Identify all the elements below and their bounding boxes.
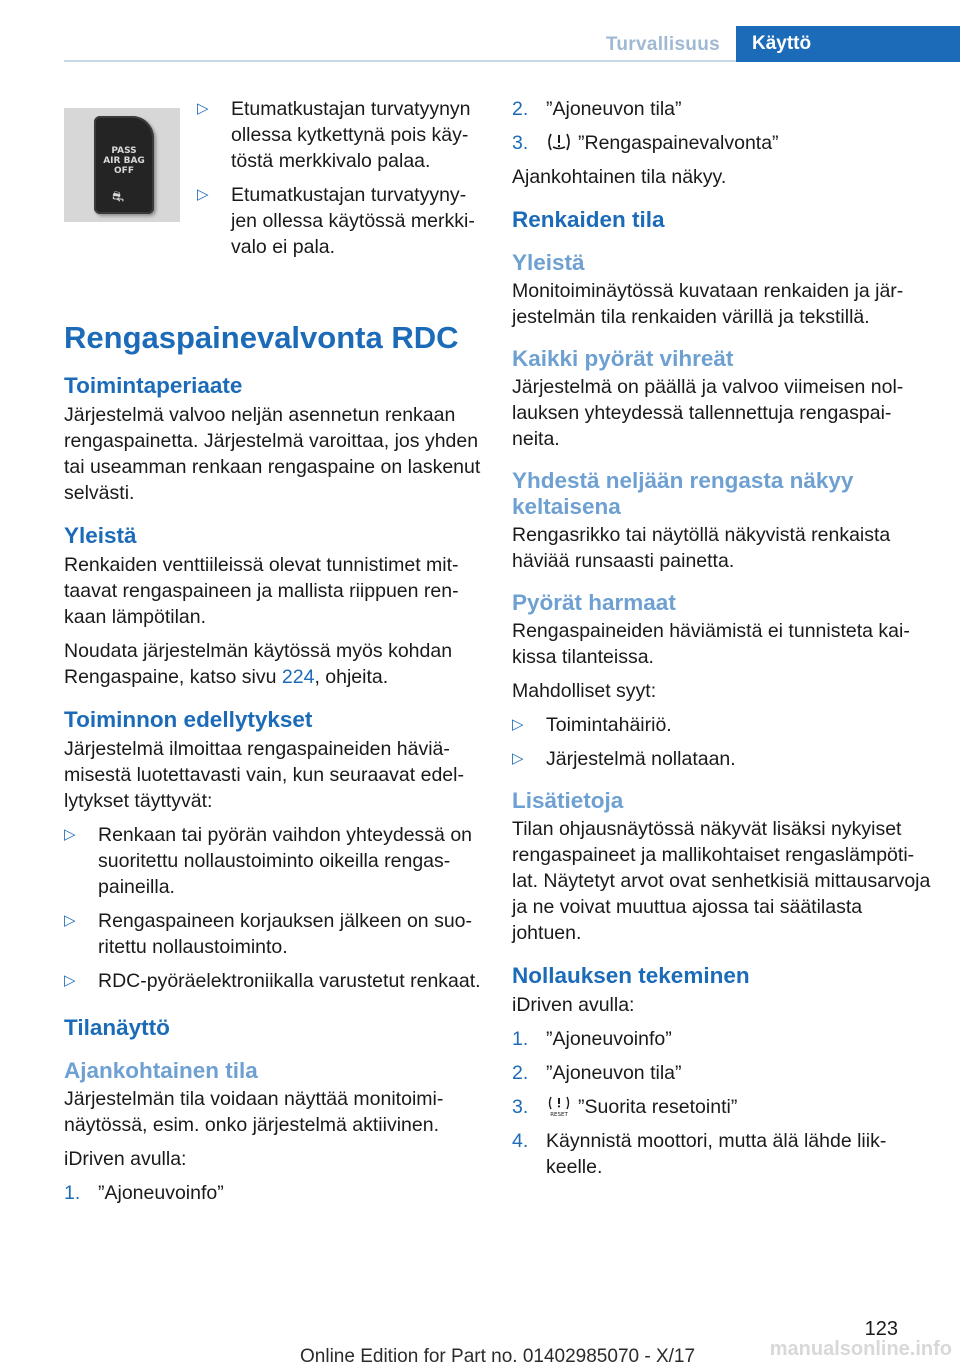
paragraph: iDriven avulla:: [64, 1148, 187, 1170]
list-item: ▷ Etumatkustajan turvatyynyn ollessa kytkettynä pois käytöstä merkkivalo palaa.: [197, 98, 471, 172]
seated-passenger-icon: ⛐: [112, 189, 125, 205]
list-item: ▷ Etumatkustajan turvatyynyjen ollessa käytössä merkkivalo ei pala.: [197, 184, 475, 258]
airbag-switch-button: [94, 116, 154, 214]
section-heading-nollaus: Nollauksen tekeminen: [512, 963, 750, 988]
paragraph: Järjestelmän tila voidaan näyttää monitoiminäytössä, esim. onko järjestelmä aktiivinen.: [64, 1088, 444, 1136]
airbag-switch-block: [64, 96, 484, 296]
paragraph: Ajankohtainen tila näkyy.: [512, 166, 727, 188]
triangle-bullet-icon: ▷: [197, 100, 209, 117]
paragraph: Rengaspaineiden häviämistä ei tunnisteta kaikissa tilanteissa.: [512, 620, 910, 668]
list-item: ▷ RDC-pyöräelektroniikalla varustetut renkaat.: [64, 970, 481, 992]
paragraph: Järjestelmä ilmoittaa rengaspaineiden häviämisestä luotettavasti vain, kun seuraavat edellytykset täyttyvät:: [64, 738, 464, 812]
subheading-yleista: Yleistä: [512, 250, 585, 275]
triangle-bullet-icon: ▷: [64, 912, 76, 929]
list-item: ▷ Toimintahäiriö.: [512, 714, 672, 736]
list-item: 3. RESET ”Suorita resetointi”: [512, 1096, 738, 1118]
paragraph: Noudata järjestelmän käytössä myös kohdan Rengaspaine, katso sivu 224, ohjeita.: [64, 640, 453, 688]
list-item: ▷ Rengaspaineen korjauksen jälkeen on suoritettu nollaustoiminto.: [64, 910, 473, 958]
footer-edition: Online Edition for Part no. 01402985070 - X/17: [300, 1346, 696, 1362]
switch-text-line-2: AIR BAG: [103, 156, 145, 166]
page-title: Rengaspainevalvonta RDC: [64, 320, 459, 355]
tire-pressure-warning-icon: [546, 131, 572, 153]
paragraph: iDriven avulla:: [512, 994, 635, 1016]
subheading-lisatietoja: Lisätietoja: [512, 788, 624, 813]
paragraph: Tilan ohjausnäytössä näkyvät lisäksi nykyiset rengaspaineet ja mallikohtaiset rengaslämpötilat. Näytetyt arvot ovat senhetkisiä mittausarvoja ja ne voivat muuttua ajossa tai säätilasta johtuen.: [512, 818, 931, 944]
list-item: 4. Käynnistä moottori, mutta älä lähde liikkeelle.: [512, 1130, 887, 1178]
section-heading-renkaiden-tila: Renkaiden tila: [512, 207, 665, 232]
list-item: 2. ”Ajoneuvon tila”: [512, 1062, 682, 1084]
list-item: 1. ”Ajoneuvoinfo”: [512, 1028, 672, 1050]
section-heading-yleista: Yleistä: [64, 523, 137, 548]
subheading-keltaisena: Yhdestä neljään rengasta näkyy keltaisena: [512, 468, 854, 519]
list-item: 2. ”Ajoneuvon tila”: [512, 98, 682, 120]
triangle-bullet-icon: ▷: [64, 826, 76, 843]
left-column: [64, 96, 484, 1214]
paragraph: Rengasrikko tai näytöllä näkyvistä renkaista häviää runsaasti painetta.: [512, 524, 891, 572]
header-tab-kaytto[interactable]: Käyttö: [736, 26, 960, 62]
header-section-label[interactable]: Turvallisuus: [605, 34, 720, 55]
airbag-light-list: [197, 96, 484, 268]
triangle-bullet-icon: ▷: [512, 750, 524, 767]
list-item: 1. ”Ajoneuvoinfo”: [64, 1182, 224, 1204]
airbag-switch-image: [64, 108, 180, 222]
conditions-list: [64, 822, 484, 994]
paragraph: Järjestelmä valvoo neljän asennetun renkaan rengaspainetta. Järjestelmä varoittaa, jos yhden tai useamman renkaan rengaspaine on laskenut selvästi.: [64, 404, 481, 504]
watermark: manualsonline.info: [769, 1338, 952, 1360]
right-column: [512, 96, 932, 1188]
status-steps-list: [64, 1180, 484, 1206]
paragraph: Monitoiminäytössä kuvataan renkaiden ja järjestelmän tila renkaiden värillä ja tekstillä.: [512, 280, 904, 328]
subheading-ajankohtainen-tila: Ajankohtainen tila: [64, 1058, 258, 1083]
page-link-224[interactable]: 224: [281, 666, 315, 688]
list-item: ▷ Renkaan tai pyörän vaihdon yhteydessä on suoritettu nollaustoiminto oikeilla rengaspaineilla.: [64, 824, 473, 898]
causes-list: [512, 712, 932, 772]
section-heading-toimintaperiaate: Toimintaperiaate: [64, 373, 243, 398]
switch-text-line-1: PASS: [111, 146, 137, 156]
page-number: 123: [864, 1318, 898, 1340]
triangle-bullet-icon: ▷: [512, 716, 524, 733]
section-heading-edellytykset: Toiminnon edellytykset: [64, 707, 313, 732]
paragraph: Järjestelmä on päällä ja valvoo viimeisen nollauksen yhteydessä tallennettuja rengaspaineita.: [512, 376, 904, 450]
reset-steps-list: [512, 1026, 932, 1180]
switch-text-line-3: OFF: [114, 166, 134, 176]
triangle-bullet-icon: ▷: [64, 972, 76, 989]
paragraph: Mahdolliset syyt:: [512, 680, 657, 702]
triangle-bullet-icon: ▷: [197, 186, 209, 203]
list-item: 3. ”Rengaspainevalvonta”: [512, 132, 779, 154]
list-item: ▷ Järjestelmä nollataan.: [512, 748, 736, 770]
status-steps-list-cont: [512, 96, 932, 156]
subheading-harmaat: Pyörät harmaat: [512, 590, 676, 615]
reset-icon-label: RESET: [550, 1112, 568, 1117]
tire-reset-icon: [546, 1095, 572, 1117]
subheading-vihreat: Kaikki pyörät vihreät: [512, 346, 734, 371]
section-heading-tilanaytto: Tilanäyttö: [64, 1015, 170, 1040]
paragraph: Renkaiden venttiileissä olevat tunnistimet mittaavat rengaspaineen ja mallista riippuen renkaan lämpötilan.: [64, 554, 459, 628]
